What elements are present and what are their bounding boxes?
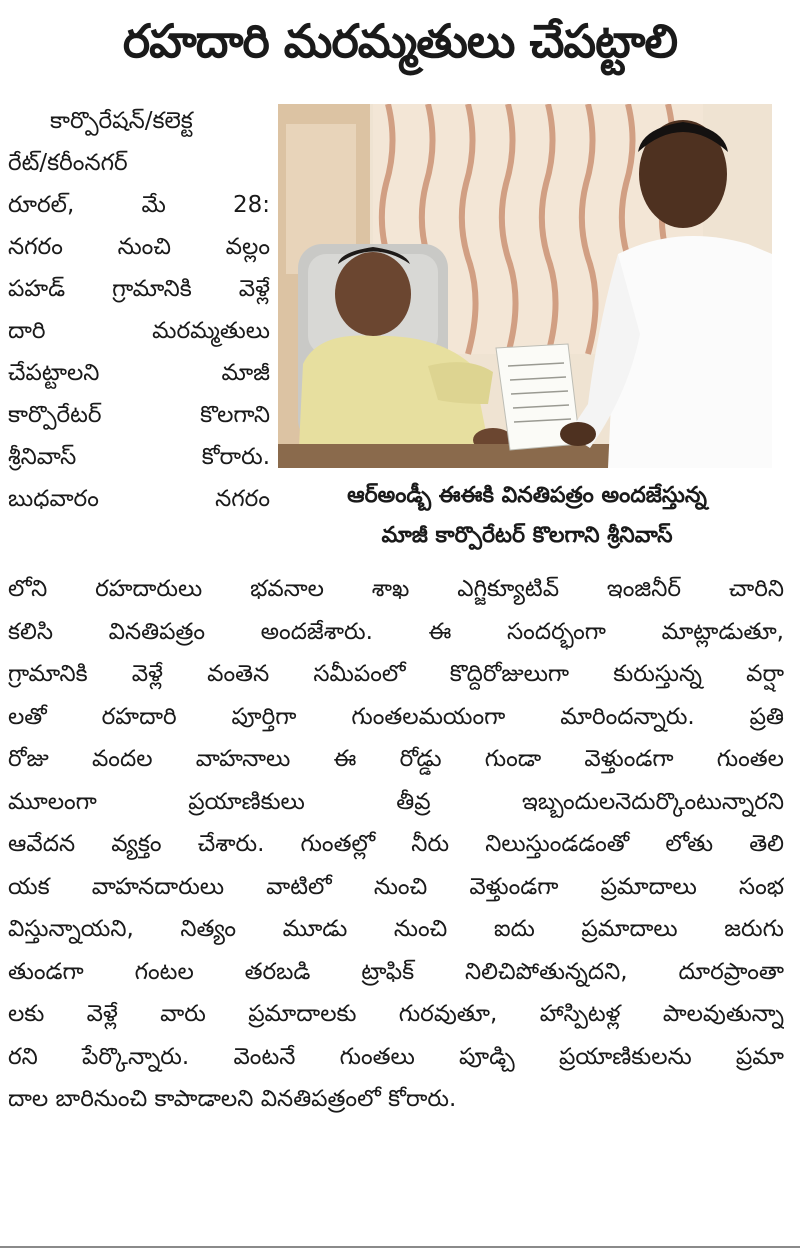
photo-illustration [278, 104, 772, 468]
intro-line: బుధవారం నగరం [8, 486, 270, 512]
body-line: రోజు వందల వాహనాలు ఈ రోడ్డు గుండా వెళ్తుండగా గుంతల [8, 746, 784, 772]
article-body [8, 568, 784, 1121]
body-line: ఆవేదన వ్యక్తం చేశారు. గుంతల్లో నీరు నిలుస్తుండడంతో లోతు తెలి [8, 831, 784, 857]
bottom-rule [0, 1246, 800, 1248]
body-line: గ్రామానికి వెళ్లే వంతెన సమీపంలో కొద్దిరోజులుగా కురుస్తున్న వర్షా [8, 661, 784, 687]
intro-line: చేపట్టాలని మాజీ [8, 360, 270, 386]
body-line: మూలంగా ప్రయాణికులు తీవ్ర ఇబ్బందులనెదుర్కొంటున్నారని [8, 788, 784, 815]
caption-line-2: మాజీ కార్పొరేటర్ కొలగాని శ్రీనివాస్ [381, 523, 673, 548]
photo-caption [272, 476, 782, 556]
body-line: రని పేర్కొన్నారు. వెంటనే గుంతలు పూడ్చి ప్రయాణికులను ప్రమా [8, 1043, 784, 1070]
body-line: తుండగా గంటల తరబడి ట్రాఫిక్ నిలిచిపోతున్నదని, దూరప్రాంతా [8, 958, 784, 985]
body-line: దాల బారినుంచి కాపాడాలని వినతిపత్రంలో కోరారు. [8, 1086, 457, 1112]
intro-line: శ్రీనివాస్ కోరారు. [8, 444, 270, 470]
intro-column [8, 100, 270, 520]
news-photo [278, 104, 772, 468]
body-line: కలిసి వినతిపత్రం అందజేశారు. ఈ సందర్భంగా మాట్లాడుతూ, [8, 618, 784, 645]
body-line: యక వాహనదారులు వాటిలో నుంచి వెళ్తుండగా ప్రమాదాలు సంభ [8, 873, 784, 900]
intro-line: పహడ్ గ్రామానికి వెళ్లే [8, 276, 270, 302]
intro-line: కార్పొరేటర్ కొలగాని [8, 402, 270, 428]
body-line: లతో రహదారి పూర్తిగా గుంతలమయంగా మారిందన్నారు. ప్రతి [8, 703, 784, 730]
intro-line: దారి మరమ్మతులు [8, 318, 270, 344]
intro-line: కార్పొరేషన్/కలెక్ట [50, 108, 193, 134]
body-line: లకు వెళ్లే వారు ప్రమాదాలకు గురవుతూ, హాస్పిటళ్ల పాలవుతున్నా [8, 1001, 784, 1027]
body-line: లోని రహదారులు భవనాల శాఖ ఎగ్జిక్యూటివ్ ఇంజినీర్ చారిని [8, 576, 784, 602]
headline: రహదారి మరమ్మతులు చేపట్టాలి [122, 14, 678, 68]
body-line: విస్తున్నాయని, నిత్యం మూడు నుంచి ఐదు ప్రమాదాలు జరుగు [8, 916, 784, 942]
caption-line-1: ఆర్అండ్బీ ఈఈకి వినతిపత్రం అందజేస్తున్న [347, 483, 707, 508]
intro-line: రూరల్, మే 28: [8, 192, 270, 218]
intro-line: నగరం నుంచి వల్లం [8, 234, 270, 260]
intro-line: రేట్/కరీంనగర్ [8, 150, 128, 176]
